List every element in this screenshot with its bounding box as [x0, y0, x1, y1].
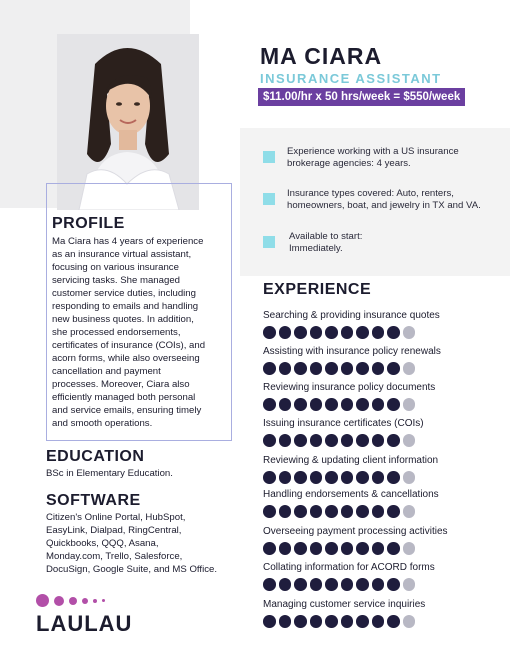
software-text — [46, 511, 217, 576]
rating-dot-filled — [279, 578, 292, 591]
profile-line: focusing on various insurance — [52, 262, 179, 273]
rating-dot-filled — [387, 434, 400, 447]
skill-row — [263, 346, 503, 375]
profile-line: Ma Ciara has 4 years of experience — [52, 236, 204, 247]
rating-dot-empty — [403, 398, 416, 411]
profile-line: she processed endorsements, — [52, 327, 181, 338]
rating-dot-filled — [279, 398, 292, 411]
highlight-availability — [289, 231, 507, 255]
skill-row — [263, 562, 503, 591]
highlight-insurance-types — [287, 188, 505, 212]
candidate-name: MA CIARA — [260, 43, 383, 69]
rating-dot-filled — [325, 578, 338, 591]
rating-dot-filled — [341, 326, 354, 339]
rating-dot-empty — [403, 326, 416, 339]
skill-rating — [263, 326, 503, 339]
education-text: BSc in Elementary Education. — [46, 468, 173, 479]
skill-rating — [263, 471, 503, 484]
rating-dot-filled — [294, 542, 307, 555]
rating-dot-filled — [294, 471, 307, 484]
rating-dot-filled — [310, 578, 323, 591]
rating-dot-empty — [403, 615, 416, 628]
highlight-bullet — [263, 151, 275, 163]
logo-dots-icon — [36, 594, 105, 607]
rating-dot-filled — [294, 434, 307, 447]
rating-dot-filled — [356, 434, 369, 447]
profile-line: new business quotes. In addition, — [52, 314, 194, 325]
rating-dot-filled — [310, 505, 323, 518]
rating-dot-filled — [387, 471, 400, 484]
profile-title: PROFILE — [52, 215, 125, 232]
rating-dot-filled — [372, 542, 385, 555]
rating-dot-filled — [263, 578, 276, 591]
skill-label: Reviewing insurance policy documents — [263, 382, 436, 393]
rating-dot-filled — [294, 505, 307, 518]
rating-dot-filled — [294, 615, 307, 628]
rating-dot-filled — [387, 542, 400, 555]
software-line: EasyLink, Dialpad, RingCentral, — [46, 525, 182, 536]
rating-dot-filled — [356, 398, 369, 411]
profile-line: customer service duties, including — [52, 288, 196, 299]
rating-dot-filled — [387, 578, 400, 591]
rating-dot-filled — [263, 362, 276, 375]
software-title: SOFTWARE — [46, 492, 141, 509]
rating-dot-filled — [294, 326, 307, 339]
rating-dot-filled — [356, 362, 369, 375]
profile-line: and smooth operations. — [52, 418, 153, 429]
rating-dot-filled — [310, 326, 323, 339]
profile-line: acorn forms, while also overseeing — [52, 353, 200, 364]
profile-line: servicing tasks. She managed — [52, 275, 180, 286]
rating-dot-filled — [341, 615, 354, 628]
skill-rating — [263, 615, 503, 628]
rating-dot-filled — [279, 362, 292, 375]
rating-dot-filled — [372, 326, 385, 339]
skill-label: Assisting with insurance policy renewals — [263, 346, 441, 357]
rating-dot-filled — [341, 542, 354, 555]
rating-dot-empty — [403, 434, 416, 447]
candidate-role: INSURANCE ASSISTANT — [260, 71, 442, 86]
rating-dot-filled — [310, 434, 323, 447]
rating-dot-filled — [372, 362, 385, 375]
skill-rating — [263, 434, 503, 447]
rating-dot-filled — [325, 615, 338, 628]
software-line: Quickbooks, QQQ, Asana, — [46, 538, 159, 549]
rating-dot-empty — [403, 505, 416, 518]
rating-dot-filled — [372, 578, 385, 591]
rating-dot-filled — [263, 471, 276, 484]
profile-line: efficiently managed both personal — [52, 392, 196, 403]
rating-dot-filled — [387, 326, 400, 339]
rating-dot-filled — [279, 471, 292, 484]
rating-dot-empty — [403, 542, 416, 555]
rating-dot-filled — [325, 434, 338, 447]
rating-dot-filled — [372, 398, 385, 411]
skill-row — [263, 489, 503, 518]
rating-dot-filled — [372, 434, 385, 447]
profile-line: as an insurance virtual assistant, — [52, 249, 192, 260]
skill-row — [263, 526, 503, 555]
highlight-line: homeowners, boat, and jewelry in TX and VA. — [287, 200, 481, 211]
rating-dot-filled — [325, 362, 338, 375]
rating-dot-filled — [356, 471, 369, 484]
rating-dot-filled — [341, 471, 354, 484]
rating-dot-filled — [263, 542, 276, 555]
profile-text — [52, 235, 205, 430]
skill-rating — [263, 362, 503, 375]
software-line: Citizen's Online Portal, HubSpot, — [46, 512, 186, 523]
skill-rating — [263, 398, 503, 411]
rating-dot-filled — [263, 505, 276, 518]
rating-dot-filled — [387, 362, 400, 375]
rating-dot-filled — [263, 434, 276, 447]
rating-dot-filled — [372, 615, 385, 628]
rating-dot-filled — [310, 615, 323, 628]
highlight-experience — [287, 146, 505, 170]
rating-dot-filled — [310, 542, 323, 555]
rating-dot-filled — [294, 578, 307, 591]
profile-line: and service emails, ensuring timely — [52, 405, 202, 416]
skill-rating — [263, 505, 503, 518]
rating-dot-filled — [310, 362, 323, 375]
highlight-bullet — [263, 193, 275, 205]
rating-dot-filled — [310, 471, 323, 484]
rating-dot-filled — [325, 505, 338, 518]
rating-dot-filled — [279, 326, 292, 339]
rating-dot-filled — [341, 434, 354, 447]
skill-row — [263, 310, 503, 339]
rating-dot-filled — [263, 615, 276, 628]
rating-dot-filled — [325, 398, 338, 411]
rating-dot-filled — [387, 505, 400, 518]
skill-label: Issuing insurance certificates (COIs) — [263, 418, 424, 429]
skill-row — [263, 418, 503, 447]
skill-label: Managing customer service inquiries — [263, 599, 426, 610]
education-title: EDUCATION — [46, 448, 145, 465]
rating-dot-filled — [279, 615, 292, 628]
rating-dot-filled — [325, 326, 338, 339]
highlight-line: Experience working with a US insurance — [287, 146, 459, 157]
skill-label: Overseeing payment processing activities — [263, 526, 448, 537]
rating-dot-filled — [279, 542, 292, 555]
skill-label: Searching & providing insurance quotes — [263, 310, 440, 321]
skill-row — [263, 599, 503, 628]
rating-dot-filled — [341, 578, 354, 591]
profile-line: certificates of insurance (COIs), and — [52, 340, 206, 351]
highlight-line: brokerage agencies: 4 years. — [287, 158, 411, 169]
highlight-line: Available to start: — [289, 231, 363, 242]
rating-dot-empty — [403, 362, 416, 375]
brand-logo: LAULAU — [36, 611, 133, 636]
rating-dot-filled — [356, 578, 369, 591]
rating-dot-filled — [341, 362, 354, 375]
rating-dot-empty — [403, 578, 416, 591]
skill-label: Collating information for ACORD forms — [263, 562, 435, 573]
rating-dot-filled — [341, 505, 354, 518]
rating-dot-filled — [356, 326, 369, 339]
profile-line: responding to emails and handling — [52, 301, 199, 312]
skill-rating — [263, 578, 503, 591]
rating-dot-filled — [387, 615, 400, 628]
profile-line: cancellation and payment — [52, 366, 161, 377]
skill-label: Reviewing & updating client information — [263, 455, 439, 466]
software-line: DocuSign, Google Suite, and MS Office. — [46, 564, 218, 575]
profile-line: processes. Moreover, Ciara also — [52, 379, 190, 390]
highlight-line: Insurance types covered: Auto, renters, — [287, 188, 454, 199]
rating-dot-filled — [356, 505, 369, 518]
rating-dot-filled — [263, 326, 276, 339]
rating-dot-filled — [341, 398, 354, 411]
rating-dot-filled — [325, 471, 338, 484]
rating-dot-empty — [403, 471, 416, 484]
rating-dot-filled — [310, 398, 323, 411]
rating-dot-filled — [294, 398, 307, 411]
rating-dot-filled — [279, 434, 292, 447]
skill-label: Handling endorsements & cancellations — [263, 489, 439, 500]
skill-row — [263, 382, 503, 411]
rating-dot-filled — [325, 542, 338, 555]
highlight-bullet — [263, 236, 275, 248]
skill-row — [263, 455, 503, 484]
rating-dot-filled — [372, 471, 385, 484]
rate-badge: $11.00/hr x 50 hrs/week = $550/week — [258, 88, 465, 106]
rating-dot-filled — [294, 362, 307, 375]
software-line: Monday.com, Trello, Salesforce, — [46, 551, 183, 562]
rating-dot-filled — [263, 398, 276, 411]
skill-rating — [263, 542, 503, 555]
rating-dot-filled — [356, 615, 369, 628]
rating-dot-filled — [372, 505, 385, 518]
experience-title: EXPERIENCE — [263, 281, 372, 298]
rating-dot-filled — [387, 398, 400, 411]
highlight-line: Immediately. — [289, 243, 343, 254]
rating-dot-filled — [279, 505, 292, 518]
rating-dot-filled — [356, 542, 369, 555]
